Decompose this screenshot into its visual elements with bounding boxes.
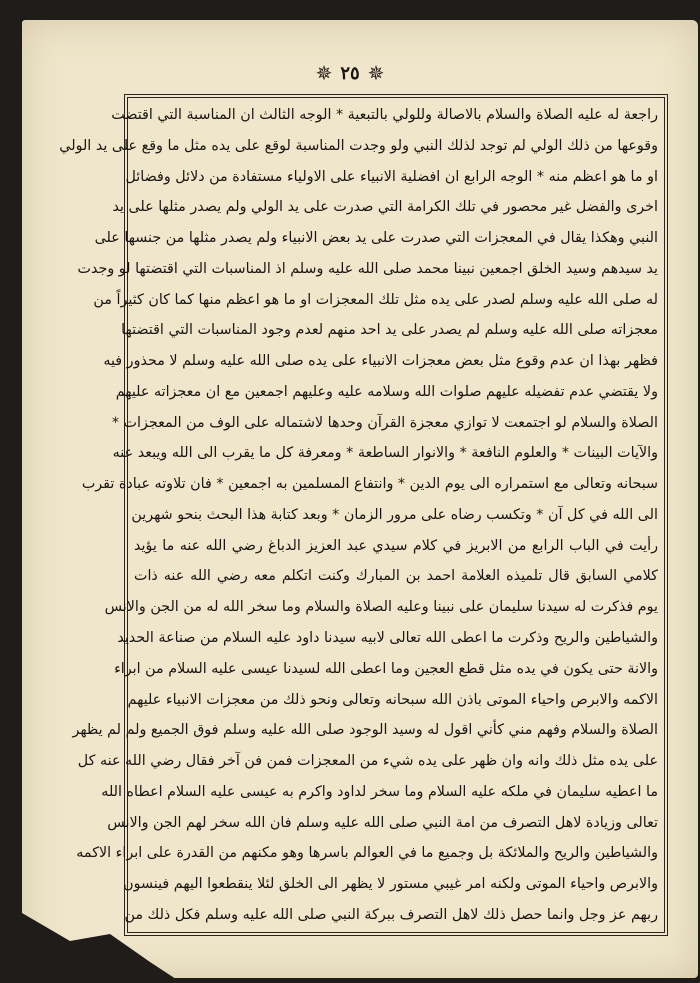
text-line: يوم فذكرت له سيدنا سليمان على نبينا وعليه الصلاة والسلام وما سخر الله له من الجن والانس <box>104 599 658 616</box>
body-text <box>59 102 658 928</box>
text-line: او ما هو اعظم منه * الوجه الرابع ان افضلية الانبياء على الاولياء مستفادة من دلائل وفضائل <box>125 168 658 185</box>
text-line: والابرص واحياء الموتى ولكنه امر غيبي مستور لا يظهر الى الخلق لئلا ينقطعوا اليهم فينسون <box>123 876 658 893</box>
text-line: رأيت في الباب الرابع من الابريز في كلام سيدي عبد العزيز الدباغ رضي الله عنه ما يؤيد <box>134 537 658 554</box>
text-line: يد سيدهم وسيد الخلق اجمعين نبينا محمد صلى الله عليه وسلم اذ المناسبات التي اقتضتها لو وجدت <box>77 260 658 277</box>
star-ornament-icon: ✵ <box>315 61 333 85</box>
text-line: الصلاة والسلام لو اجتمعت لا توازي معجزة القرآن وحدها لاشتماله على الوف من المعجزات * <box>111 414 658 431</box>
text-line: كلامي السابق قال تلميذه العلامة احمد بن المبارك وكنت اتكلم معه رضي الله عنه ذات <box>134 568 658 585</box>
text-line: والشياطين والريح وذكرت ما اعطى الله تعالى لابيه سيدنا داود عليه السلام من صناعة الحديد <box>117 630 658 647</box>
text-line: فظهر بهذا ان عدم وقوع مثل بعض معجزات الانبياء على يده صلى الله عليه وسلم لا محذور فيه <box>103 353 658 370</box>
star-ornament-icon: ✵ <box>367 61 385 85</box>
page-header <box>0 58 700 88</box>
text-line: ربهم عز وجل وانما حصل ذلك لاهل التصرف ببركة النبي صلى الله عليه وسلم فكل ذلك من <box>124 906 658 923</box>
text-line: الى الله في كل آن * وتكسب رضاه على مرور الزمان * وبعد كتابة هذا البحث بنحو شهرين <box>131 506 658 523</box>
text-line: وقوعها من ذلك الولي لم توجد لذلك النبي ولو وجدت المناسبة لوقع على يده مثل ما وقع على يد الولي <box>59 137 658 154</box>
text-line: ولا يقتضي عدم تفضيله عليهم صلوات الله وسلامه عليه وعليهم اجمعين مع ان معجزاته عليهم <box>115 383 658 400</box>
text-line: والانة حتى يكون في يده مثل قطع العجين وما اعطى الله لسيدنا عيسى عليه السلام من ابراء <box>114 660 658 677</box>
text-line: معجزاته صلى الله عليه وسلم لم يصدر على يد احد منهم لعدم وجود المناسبات التي اقتضتها <box>121 322 658 339</box>
text-line: الصلاة والسلام وفهم مني كأني اقول له وسيد الوجود صلى الله عليه وسلم فوق الجميع ولم لم يظهر <box>72 722 658 739</box>
text-line: والآيات البينات * والعلوم النافعة * والانوار الساطعة * ومعرفة كل ما يقرب الى الله ويبعد عنه <box>112 445 658 462</box>
page-number: ٢٥ <box>340 62 360 84</box>
text-line: راجعة له عليه الصلاة والسلام بالاصالة وللولي بالتبعية * الوجه الثالث ان المناسبة التي اقتضت <box>111 107 658 123</box>
text-line: والشياطين والريح والملائكة بل وجميع ما في العوالم باسرها وهو مكنهم من القدرة على ابراء الاكمه <box>76 845 658 862</box>
text-line: ما اعطيه سليمان في ملكه عليه السلام وما سخر لداود واكرم به عيسى عليه السلام اعطاه الله <box>101 783 658 800</box>
text-line: سبحانه وتعالى مع استمراره الى يوم الدين * وانتفاع المسلمين به اجمعين * فان تلاوته عبادة تقرب <box>81 476 658 493</box>
text-line: تعالى وزيادة لاهل التصرف من امة النبي صلى الله عليه وسلم فان الله سخر لهم الجن والانس <box>107 814 658 831</box>
text-line: اخرى والفضل غير محصور في تلك الكرامة التي صدرت على يد الولي ولم يصدر مثلها على يد <box>112 199 658 216</box>
text-line: النبي وهكذا يقال في المعجزات التي صدرت على يد بعض الانبياء ولم يصدر مثلها من جنسها على <box>94 230 658 247</box>
text-line: له صلى الله عليه وسلم لصدر على يده مثل تلك المعجزات او ما هو اعظم منها كما كان كثيراً من <box>93 291 658 308</box>
text-line: على يده مثل ذلك وانه وان ظهر على يده شيء من المعجزات فمن فن آخر فقال رضي الله عنه كل <box>77 753 658 770</box>
text-line: الاكمه والابرص واحياء الموتى باذن الله سبحانه وتعالى ونحو ذلك من معجزات الانبياء عليهم <box>127 691 658 708</box>
